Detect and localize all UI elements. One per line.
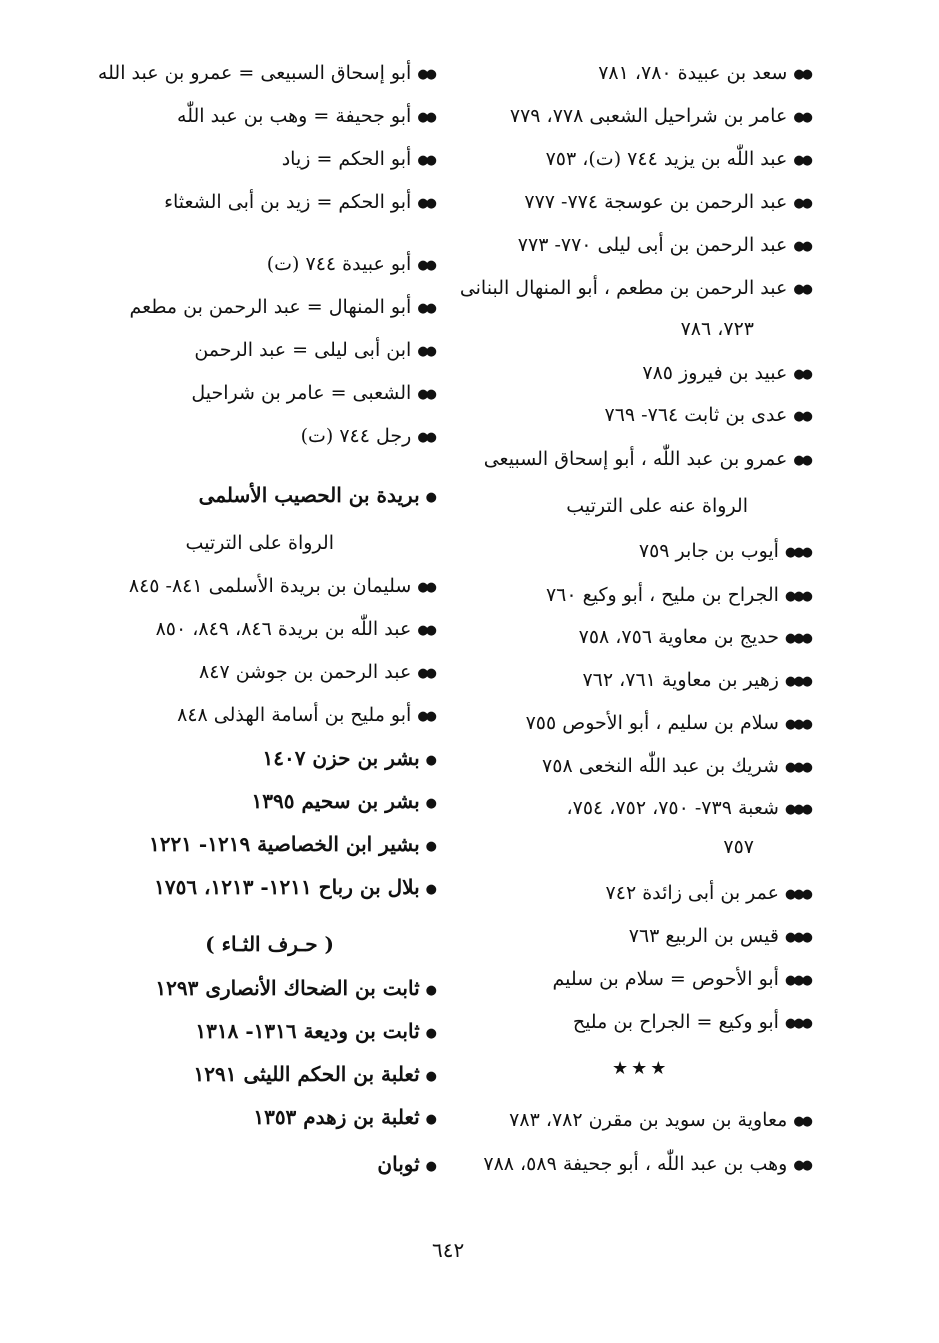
entry-text: رجل ٧٤٤ (ت) xyxy=(300,425,412,447)
bullet-dots-icon: ● xyxy=(425,490,434,505)
index-entry xyxy=(177,103,434,131)
entry-text: الجراح بن مليح ، أبو وكيع ٧٦٠ xyxy=(545,584,779,606)
index-entry xyxy=(164,189,434,217)
index-entry xyxy=(154,874,434,903)
entry-text: أبو وكيع = الجراح بن مليح xyxy=(572,1011,779,1033)
index-entry-continuation xyxy=(723,834,754,860)
bullet-dots-icon: ●●● xyxy=(784,674,810,689)
bullet-dots-icon: ●● xyxy=(417,344,434,359)
index-entry xyxy=(253,1104,434,1133)
index-entry xyxy=(267,251,434,279)
index-entry xyxy=(573,1009,810,1037)
index-entry xyxy=(98,60,434,88)
bullet-dots-icon: ● xyxy=(425,882,434,897)
index-entry xyxy=(552,966,810,994)
entry-text: عبد اللّٰه بن بريدة ٨٤٦، ٨٤٩، ٨٥٠ xyxy=(155,618,412,640)
bullet-dots-icon: ●●● xyxy=(784,545,810,560)
bullet-dots-icon: ●● xyxy=(793,282,810,297)
index-entry xyxy=(509,1107,810,1135)
index-entry xyxy=(642,360,810,388)
index-entry xyxy=(156,616,434,644)
bullet-dots-icon: ●●● xyxy=(784,930,810,945)
index-entry xyxy=(252,788,434,817)
entry-text: عبيد بن فيروز ٧٨٥ xyxy=(642,362,788,384)
index-entry xyxy=(199,659,434,687)
bullet-dots-icon: ● xyxy=(425,1159,434,1174)
bullet-dots-icon: ●● xyxy=(793,1158,810,1173)
bullet-dots-icon: ●● xyxy=(417,387,434,402)
entry-text: عبد اللّٰه بن يزيد ٧٤٤ (ت)، ٧٥٣ xyxy=(545,148,788,170)
right-section-heading: الرواة عنه على الترتيب xyxy=(566,495,748,517)
entry-text: قيس بن الربيع ٧٦٣ xyxy=(628,925,779,947)
entry-text: عبد الرحمن بن مطعم ، أبو المنهال البنانى xyxy=(459,277,788,299)
bullet-dots-icon: ● xyxy=(425,753,434,768)
entry-text: بشر بن سحيم ١٣٩٥ xyxy=(251,789,420,813)
bullet-dots-icon: ●● xyxy=(793,239,810,254)
entry-text: أبو إسحاق السبيعى = عمرو بن عبد الله xyxy=(97,62,412,84)
entry-text: عبد الرحمن بن جوشن ٨٤٧ xyxy=(199,661,412,683)
entry-text: أبو الحكم = زيد بن أبى الشعثاء xyxy=(164,191,412,213)
entry-text: ثعلبة بن زهدم ١٣٥٣ xyxy=(253,1105,420,1129)
bullet-dots-icon: ●●● xyxy=(784,887,810,902)
index-entry xyxy=(546,146,810,174)
index-entry xyxy=(194,337,434,365)
index-entry xyxy=(195,1018,434,1047)
index-entry xyxy=(542,753,810,781)
bullet-dots-icon: ●● xyxy=(793,153,810,168)
bullet-dots-icon: ● xyxy=(425,983,434,998)
bullet-dots-icon: ●● xyxy=(417,709,434,724)
bullet-dots-icon: ●● xyxy=(417,666,434,681)
bullet-dots-icon: ● xyxy=(425,796,434,811)
index-entry xyxy=(194,1061,434,1090)
entry-text: عبد الرحمن بن عوسجة ٧٧٤- ٧٧٧ xyxy=(524,191,788,213)
entry-text: حديج بن معاوية ٧٥٦، ٧٥٨ xyxy=(578,626,779,648)
entry-text: ثوبان xyxy=(377,1152,420,1176)
index-entry xyxy=(282,146,434,174)
bullet-dots-icon: ●● xyxy=(417,430,434,445)
page-number: ٦٤٢ xyxy=(432,1238,465,1262)
index-entry xyxy=(484,446,810,474)
entry-text: ثعلبة بن الحكم الليثى ١٢٩١ xyxy=(193,1062,420,1086)
entry-text: بلال بن رباح ١٢١١- ١٢١٣، ١٧٥٦ xyxy=(154,875,420,899)
entry-text: أبو الحكم = زياد xyxy=(281,148,412,170)
bullet-dots-icon: ●● xyxy=(417,196,434,211)
index-entry xyxy=(518,232,810,260)
entry-text: ثابت بن وديعة ١٣١٦- ١٣١٨ xyxy=(195,1019,420,1043)
index-entry xyxy=(524,189,810,217)
bullet-dots-icon: ● xyxy=(425,1112,434,1127)
bullet-dots-icon: ●●● xyxy=(784,631,810,646)
bullet-dots-icon: ●●● xyxy=(784,717,810,732)
entry-text: ٧٢٣، ٧٨٦ xyxy=(680,318,754,340)
index-entry xyxy=(301,423,434,451)
index-entry xyxy=(546,582,810,610)
index-entry xyxy=(155,975,434,1004)
bullet-dots-icon: ●●● xyxy=(784,760,810,775)
index-entry xyxy=(149,831,434,860)
index-entry-continuation xyxy=(681,316,754,342)
entry-text: أبو المنهال = عبد الرحمن بن مطعم xyxy=(129,296,412,318)
index-entry xyxy=(598,60,810,88)
bullet-dots-icon: ●● xyxy=(417,258,434,273)
index-entry xyxy=(129,573,434,601)
bullet-dots-icon: ● xyxy=(425,839,434,854)
entry-text: عمر بن أبى زائدة ٧٤٢ xyxy=(605,882,779,904)
entry-text: أبو الأحوص = سلام بن سليم xyxy=(552,968,779,990)
bullet-dots-icon: ● xyxy=(425,1069,434,1084)
entry-text: أبو عبيدة ٧٤٤ (ت) xyxy=(266,253,412,275)
index-entry xyxy=(177,702,434,730)
bullet-dots-icon: ●● xyxy=(793,110,810,125)
index-entry xyxy=(262,745,434,774)
entry-text: سليمان بن بريدة الأسلمى ٨٤١- ٨٤٥ xyxy=(128,575,412,597)
entry-text: ابن أبى ليلى = عبد الرحمن xyxy=(194,339,412,361)
bullet-dots-icon: ●● xyxy=(793,67,810,82)
index-entry xyxy=(199,482,434,511)
entry-text: الشعبى = عامر بن شراحيل xyxy=(191,382,412,404)
index-entry xyxy=(130,294,434,322)
entry-text: شعبة ٧٣٩- ٧٥٠، ٧٥٢، ٧٥٤، xyxy=(566,797,779,819)
bullet-dots-icon: ●● xyxy=(417,623,434,638)
entry-text: معاوية بن سويد بن مقرن ٧٨٢، ٧٨٣ xyxy=(509,1109,788,1131)
bullet-dots-icon: ●●● xyxy=(784,589,810,604)
entry-text: ثابت بن الضحاك الأنصارى ١٢٩٣ xyxy=(155,976,420,1000)
letter-section-title: ( حـرف الثـاء ) xyxy=(205,932,334,956)
bullet-dots-icon: ●● xyxy=(417,67,434,82)
bullet-dots-icon: ●● xyxy=(417,153,434,168)
entry-text: أيوب بن جابر ٧٥٩ xyxy=(638,540,779,562)
entry-text: وهب بن عبد اللّٰه ، أبو جحيفة ٥٨٩، ٧٨٨ xyxy=(483,1153,788,1175)
index-entry xyxy=(579,624,810,652)
entry-text: عامر بن شراحيل الشعبى ٧٧٨، ٧٧٩ xyxy=(509,105,788,127)
entry-text: زهير بن معاوية ٧٦١، ٧٦٢ xyxy=(582,669,779,691)
index-entry xyxy=(582,667,810,695)
entry-text: شريك بن عبد اللّٰه النخعى ٧٥٨ xyxy=(542,755,779,777)
index-entry xyxy=(606,880,810,908)
entry-text: سلام بن سليم ، أبو الأحوص ٧٥٥ xyxy=(525,712,779,734)
bullet-dots-icon: ●● xyxy=(793,453,810,468)
entry-text: بريدة بن الحصيب الأسلمى xyxy=(198,483,420,507)
index-entry xyxy=(526,710,810,738)
index-entry xyxy=(639,538,810,566)
bullet-dots-icon: ●● xyxy=(793,1114,810,1129)
index-entry xyxy=(629,923,810,951)
index-entry xyxy=(510,103,810,131)
bullet-dots-icon: ●● xyxy=(417,301,434,316)
index-entry xyxy=(460,275,810,303)
index-entry xyxy=(191,380,434,408)
bullet-dots-icon: ●●● xyxy=(784,1016,810,1031)
index-entry xyxy=(483,1151,810,1179)
section-divider-stars: ★★★ xyxy=(612,1058,670,1079)
bullet-dots-icon: ●●● xyxy=(784,802,810,817)
index-entry xyxy=(605,402,810,430)
entry-text: عدى بن ثابت ٧٦٤- ٧٦٩ xyxy=(604,404,788,426)
bullet-dots-icon: ●● xyxy=(417,580,434,595)
entry-text: بشير ابن الخصاصية ١٢١٩- ١٢٢١ xyxy=(149,832,420,856)
index-entry xyxy=(566,795,810,823)
entry-text: بشر بن حزن ١٤٠٧ xyxy=(262,746,420,770)
bullet-dots-icon: ●● xyxy=(793,367,810,382)
entry-text: أبو جحيفة = وهب بن عبد اللّٰه xyxy=(177,105,412,127)
left-section-heading: الرواة على الترتيب xyxy=(185,532,334,554)
bullet-dots-icon: ●● xyxy=(793,409,810,424)
bullet-dots-icon: ●● xyxy=(417,110,434,125)
entry-text: ٧٥٧ xyxy=(723,836,754,858)
entry-text: عمرو بن عبد اللّٰه ، أبو إسحاق السبيعى xyxy=(483,448,788,470)
bullet-dots-icon: ●● xyxy=(793,196,810,211)
bullet-dots-icon: ● xyxy=(425,1026,434,1041)
index-entry xyxy=(377,1151,434,1180)
entry-text: أبو مليح بن أسامة الهذلى ٨٤٨ xyxy=(177,704,412,726)
entry-text: سعد بن عبيدة ٧٨٠، ٧٨١ xyxy=(598,62,788,84)
entry-text: عبد الرحمن بن أبى ليلى ٧٧٠- ٧٧٣ xyxy=(517,234,788,256)
bullet-dots-icon: ●●● xyxy=(784,973,810,988)
